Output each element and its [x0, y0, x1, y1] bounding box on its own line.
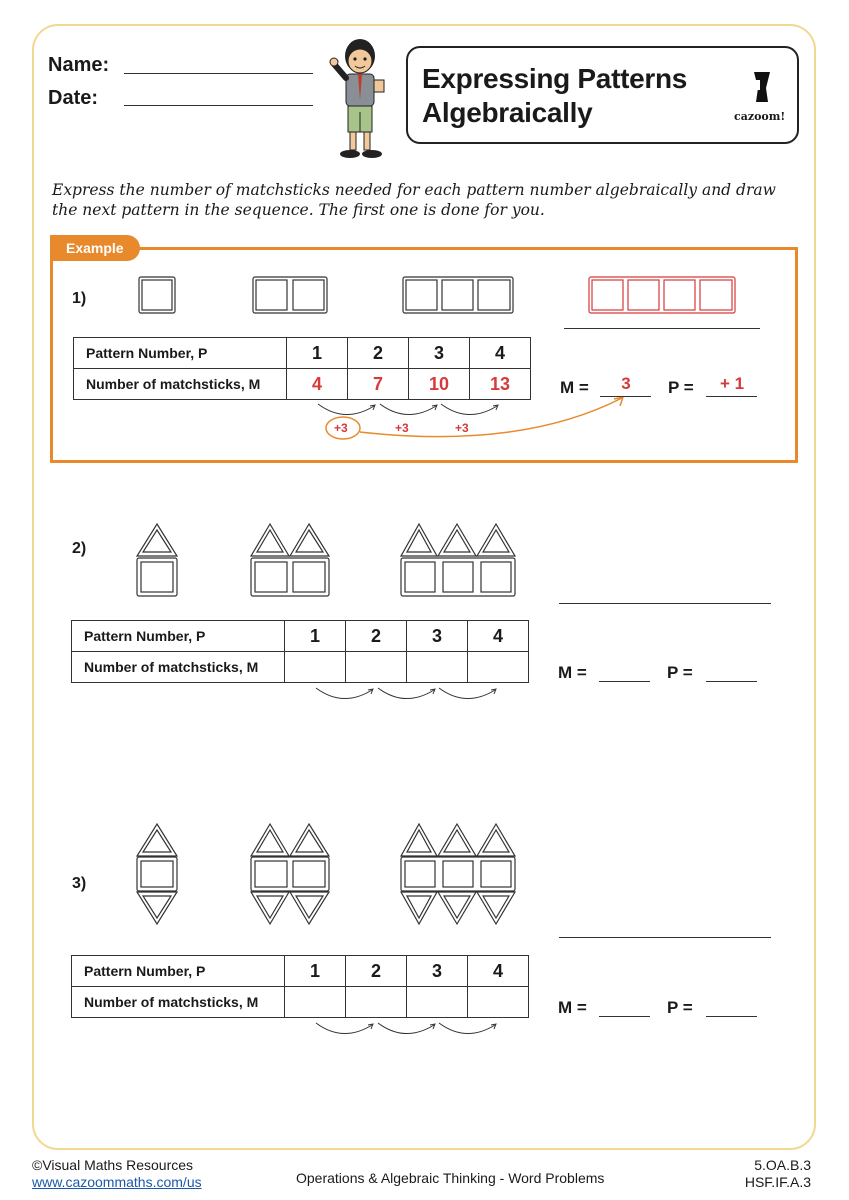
pattern-number-cell: 3 [409, 338, 470, 369]
matchsticks-input[interactable] [468, 987, 529, 1018]
matchsticks-input[interactable] [285, 652, 346, 683]
q3-p-blank[interactable] [706, 1016, 757, 1017]
q3-m-label: M = [558, 998, 587, 1017]
question-3-number: 3) [72, 875, 87, 892]
question-1-number: 1) [72, 290, 87, 307]
q2-p-blank[interactable] [706, 681, 757, 682]
q2-pattern-1 [135, 522, 179, 598]
pattern-number-header: Pattern Number, P [74, 338, 287, 369]
q2-pattern-3 [399, 522, 517, 598]
q3-pattern-2 [249, 822, 331, 926]
q2-m-label: M = [558, 663, 587, 682]
pattern-number-header: Pattern Number, P [72, 956, 285, 987]
q1-table [73, 337, 531, 400]
q3-pattern-3 [399, 822, 517, 926]
q2-answer-line[interactable] [559, 603, 771, 604]
matchsticks-input[interactable] [346, 652, 407, 683]
pattern-number-cell: 3 [407, 956, 468, 987]
example-tab: Example [50, 235, 140, 261]
matchsticks-input[interactable] [407, 987, 468, 1018]
q1-pattern-2 [251, 275, 329, 317]
matchsticks-input[interactable] [285, 987, 346, 1018]
matchsticks-input[interactable] [468, 652, 529, 683]
matchsticks-header: Number of matchsticks, M [74, 369, 287, 400]
matchsticks-header: Number of matchsticks, M [72, 987, 285, 1018]
q1-pattern-3 [401, 275, 515, 317]
footer-standard-1: 5.OA.B.3 [754, 1157, 811, 1173]
footer-copyright: ©Visual Maths Resources [32, 1157, 194, 1173]
pattern-number-cell: 4 [468, 621, 529, 652]
page-title: Expressing Patterns Algebraically [422, 63, 688, 128]
q2-m-blank[interactable] [599, 681, 650, 682]
instructions: Express the number of matchsticks needed for each pattern number algebraically and draw the next pattern in the sequence. The first one is done for you. [52, 181, 776, 219]
q1-difference-arrows [300, 400, 640, 450]
matchsticks-header: Number of matchsticks, M [72, 652, 285, 683]
cazoom-logo-icon [744, 68, 780, 112]
q2-pattern-2 [249, 522, 331, 598]
question-2-number: 2) [72, 540, 87, 557]
q1-m-label: M = [560, 378, 589, 397]
q3-pattern-1 [135, 822, 179, 926]
q3-answer-line[interactable] [559, 937, 771, 938]
q2-table [71, 620, 529, 683]
matchsticks-input[interactable] [407, 652, 468, 683]
pattern-number-cell: 4 [470, 338, 531, 369]
pattern-number-cell: 3 [407, 621, 468, 652]
matchsticks-cell: 4 [287, 369, 348, 400]
matchsticks-cell: 7 [348, 369, 409, 400]
q1-pattern-1 [137, 275, 177, 317]
pattern-number-cell: 2 [348, 338, 409, 369]
q3-m-blank[interactable] [599, 1016, 650, 1017]
q3-p-label: P = [667, 998, 693, 1017]
footer-subject: Operations & Algebraic Thinking - Word Problems [296, 1170, 605, 1186]
pattern-number-cell: 2 [346, 621, 407, 652]
pattern-number-cell: 2 [346, 956, 407, 987]
q2-p-label: P = [667, 663, 693, 682]
q1-m-answer: 3 [621, 374, 631, 393]
matchsticks-input[interactable] [346, 987, 407, 1018]
mascot-illustration [330, 34, 394, 164]
q3-difference-arrows [300, 1021, 520, 1045]
pattern-number-cell: 1 [285, 621, 346, 652]
footer-url-link[interactable]: www.cazoommaths.com/us [32, 1174, 202, 1190]
q1-p-answer: + 1 [719, 374, 745, 393]
name-line[interactable] [124, 73, 313, 74]
q1-difference-label: +3 [395, 421, 409, 435]
q1-m-blank[interactable] [600, 396, 651, 397]
footer-standard-2: HSF.IF.A.3 [744, 1174, 811, 1190]
date-line[interactable] [124, 105, 313, 106]
q1-difference-label: +3 [455, 421, 469, 435]
matchsticks-cell: 13 [470, 369, 531, 400]
q3-table [71, 955, 529, 1018]
date-label: Date: [48, 87, 99, 109]
title-box [406, 46, 799, 144]
name-label: Name: [48, 54, 110, 76]
q1-pattern-4-answer [587, 275, 737, 317]
q1-answer-line[interactable] [564, 328, 760, 329]
q1-difference-label: +3 [334, 421, 348, 435]
pattern-number-cell: 4 [468, 956, 529, 987]
pattern-number-cell: 1 [285, 956, 346, 987]
q1-p-blank[interactable] [706, 396, 757, 397]
pattern-number-cell: 1 [287, 338, 348, 369]
brand-logo-text: cazoom! [734, 110, 786, 123]
q2-difference-arrows [300, 686, 520, 710]
matchsticks-cell: 10 [409, 369, 470, 400]
pattern-number-header: Pattern Number, P [72, 621, 285, 652]
q1-p-label: P = [668, 378, 694, 397]
